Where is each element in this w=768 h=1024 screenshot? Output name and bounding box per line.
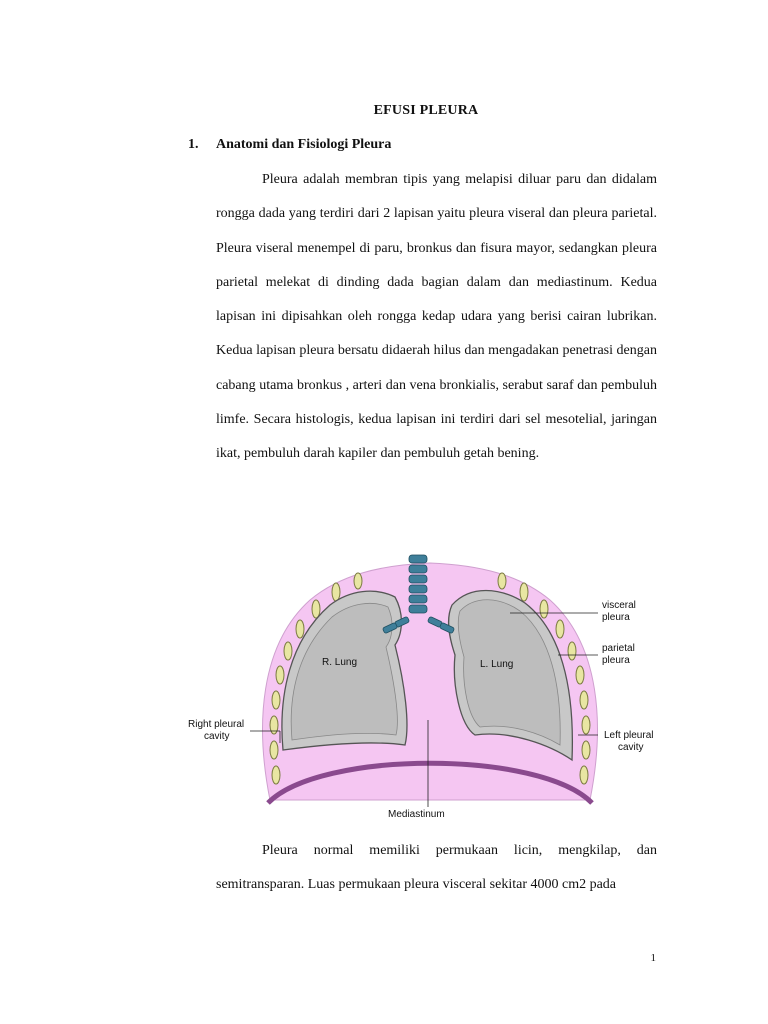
r-lung-label: R. Lung — [322, 657, 358, 668]
paragraph-anatomy — [216, 163, 657, 472]
right-cavity-label-line2: cavity — [204, 731, 230, 742]
right-cavity-label-line1: Right pleural — [188, 719, 245, 730]
mediastinum-label: Mediastinum — [388, 809, 445, 820]
section-heading — [188, 137, 391, 153]
pleura-anatomy-diagram — [180, 545, 680, 830]
paragraph-2-text: Pleura normal memiliki permukaan licin, mengkilap, dan semitransparan. Luas permukaan pleura visceral sekitar 4000 cm2 pada — [216, 843, 657, 893]
left-cavity-label-line1: Left pleural — [604, 730, 654, 741]
paragraph-1-text: Pleura adalah membran tipis yang melapisi diluar paru dan didalam rongga dada yang terdiri dari 2 lapisan yaitu pleura viseral dan pleura parietal. Pleura viseral menempel di paru, bronkus dan fisura mayor, sedangkan pleura parietal melekat di dinding dada bagian dalam dan mediastinum. Kedua lapisan ini dipisahkan oleh rongga kedap udara yang berisi cairan lubrikan. Kedua lapisan pleura bersatu didaerah hilus dan mengadakan penetrasi dengan cabang utama bronkus , arteri dan vena bronkialis, serabut saraf dan pembuluh limfe. Secara histologis, kedua lapisan ini terdiri dari sel mesotelial, jaringan ikat, pembuluh darah kapiler dan pembuluh getah bening. — [216, 172, 657, 462]
parietal-label-line1: parietal — [602, 643, 635, 654]
visceral-label-line2: pleura — [602, 612, 630, 623]
l-lung-label: L. Lung — [480, 659, 514, 670]
parietal-label-line2: pleura — [602, 655, 630, 666]
page-number: 1 — [650, 952, 656, 964]
visceral-label-line1: visceral — [602, 600, 636, 611]
paragraph-normal-pleura — [216, 834, 657, 903]
left-cavity-label-line2: cavity — [618, 742, 644, 753]
section-title: Anatomi dan Fisiologi Pleura — [216, 137, 392, 152]
section-number: 1. — [188, 137, 199, 152]
document-title: EFUSI PLEURA — [373, 103, 479, 118]
